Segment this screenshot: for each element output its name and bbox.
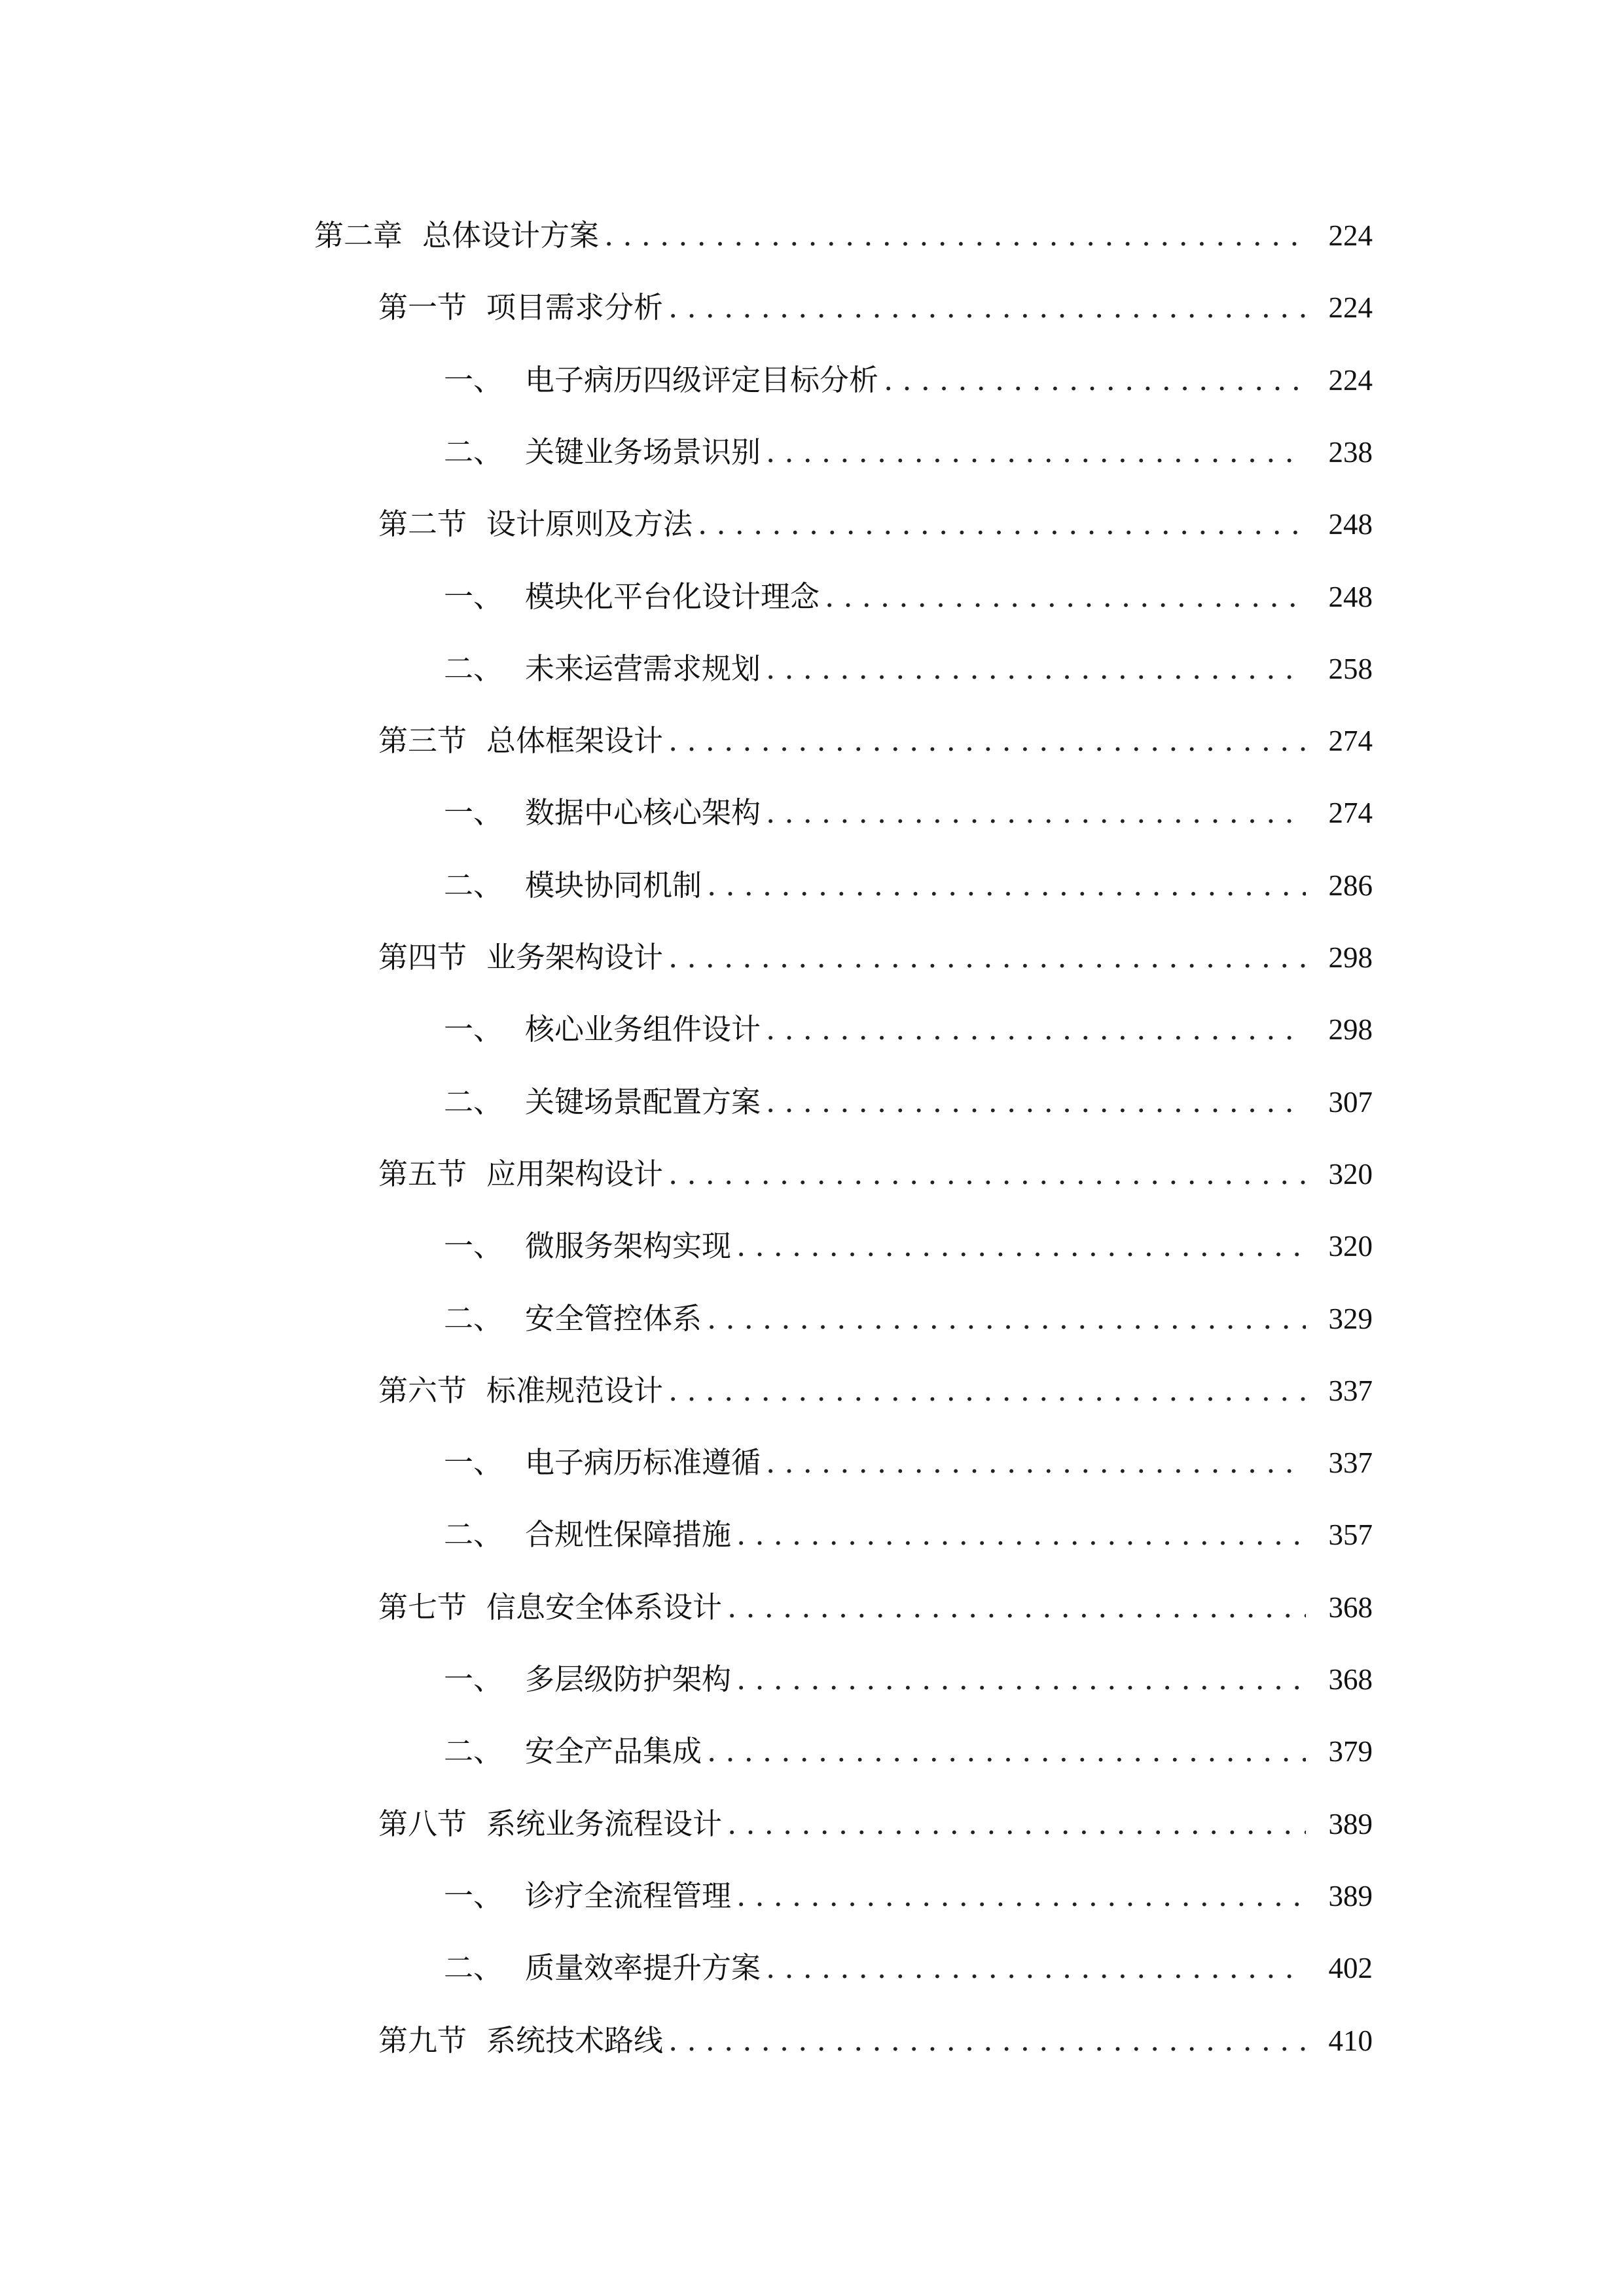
toc-entry-title: 设计原则及方法 [486, 507, 693, 541]
toc-entry-title: 微服务架构实现 [525, 1229, 732, 1263]
toc-section-entry[interactable] [378, 275, 1373, 327]
toc-entry-page-number: 389 [1328, 1880, 1373, 1912]
toc-entry-page-number: 248 [1328, 508, 1373, 541]
toc-entry-title: 安全管控体系 [525, 1301, 702, 1336]
toc-entry-number: 第六节 [378, 1373, 467, 1408]
toc-subsection-entry[interactable] [444, 997, 1373, 1049]
toc-entry-number: 一、 [444, 579, 503, 614]
toc-entry-number: 第二章 [314, 218, 403, 253]
toc-dot-leader [604, 216, 1306, 255]
toc-entry-number: 第四节 [378, 940, 467, 975]
toc-entry-number: 第五节 [378, 1157, 467, 1191]
toc-section-entry[interactable] [378, 492, 1373, 544]
toc-entry-number: 第九节 [378, 2023, 467, 2058]
toc-dot-leader [766, 1083, 1306, 1122]
toc-entry-page-number: 238 [1328, 436, 1373, 469]
toc-dot-leader [766, 1948, 1306, 1988]
toc-entry-page-number: 389 [1328, 1808, 1373, 1840]
toc-section-entry[interactable] [378, 1575, 1373, 1627]
toc-dot-leader [727, 1804, 1306, 1844]
toc-dot-leader [668, 1155, 1306, 1194]
toc-dot-leader [766, 1443, 1306, 1482]
toc-dot-leader [668, 938, 1306, 977]
toc-subsection-entry[interactable] [444, 780, 1373, 833]
toc-entry-title: 核心业务组件设计 [525, 1012, 761, 1047]
toc-section-entry[interactable] [378, 925, 1373, 977]
toc-entry-title: 模块化平台化设计理念 [525, 579, 820, 614]
toc-entry-number: 第八节 [378, 1806, 467, 1841]
toc-subsection-entry[interactable] [444, 1935, 1373, 1988]
toc-subsection-entry[interactable] [444, 348, 1373, 400]
toc-dot-leader [668, 288, 1306, 327]
toc-entry-page-number: 274 [1328, 725, 1373, 757]
toc-dot-leader [825, 577, 1306, 617]
toc-entry-title: 数据中心核心架构 [525, 795, 761, 830]
toc-dot-leader [668, 1371, 1306, 1410]
toc-entry-title: 系统技术路线 [486, 2023, 664, 2058]
toc-section-entry[interactable] [378, 1791, 1373, 1844]
toc-entry-title: 质量效率提升方案 [525, 1950, 761, 1985]
toc-entry-number: 第一节 [378, 290, 467, 325]
toc-entry-page-number: 286 [1328, 869, 1373, 902]
toc-dot-leader [736, 1660, 1306, 1699]
toc-dot-leader [766, 793, 1306, 833]
toc-entry-page-number: 274 [1328, 797, 1373, 829]
toc-subsection-entry[interactable] [444, 1719, 1373, 1771]
toc-subsection-entry[interactable] [444, 1286, 1373, 1338]
toc-entry-page-number: 224 [1328, 364, 1373, 397]
toc-entry-page-number: 298 [1328, 941, 1373, 974]
toc-entry-title: 信息安全体系设计 [486, 1590, 723, 1624]
toc-entry-number: 二、 [444, 868, 503, 903]
toc-entry-page-number: 258 [1328, 653, 1373, 685]
toc-entry-page-number: 402 [1328, 1952, 1373, 1984]
toc-entry-number: 一、 [444, 1445, 503, 1480]
toc-entry-title: 关键场景配置方案 [525, 1085, 761, 1119]
toc-entry-page-number: 368 [1328, 1591, 1373, 1624]
toc-entry-number: 一、 [444, 795, 503, 830]
toc-section-entry[interactable] [378, 1358, 1373, 1410]
toc-entry-page-number: 320 [1328, 1158, 1373, 1191]
toc-entry-number: 一、 [444, 363, 503, 397]
toc-dot-leader [668, 2021, 1306, 2060]
toc-section-entry[interactable] [378, 708, 1373, 761]
toc-dot-leader [766, 1010, 1306, 1049]
toc-section-entry[interactable] [378, 2008, 1373, 2060]
toc-entry-title: 电子病历四级评定目标分析 [525, 363, 879, 397]
toc-entry-title: 业务架构设计 [486, 940, 664, 975]
toc-entry-number: 第三节 [378, 723, 467, 758]
toc-entry-number: 一、 [444, 1662, 503, 1696]
toc-entry-title: 多层级防护架构 [525, 1662, 732, 1696]
toc-entry-page-number: 224 [1328, 219, 1373, 252]
toc-subsection-entry[interactable] [444, 636, 1373, 689]
toc-entry-page-number: 337 [1328, 1374, 1373, 1407]
toc-entry-title: 诊疗全流程管理 [525, 1878, 732, 1913]
toc-subsection-entry[interactable] [444, 1502, 1373, 1554]
toc-entry-title: 应用架构设计 [486, 1157, 664, 1191]
toc-entry-title: 系统业务流程设计 [486, 1806, 723, 1841]
toc-entry-number: 二、 [444, 1950, 503, 1985]
toc-entry-title: 总体框架设计 [486, 723, 664, 758]
toc-dot-leader [698, 505, 1306, 544]
toc-entry-page-number: 224 [1328, 291, 1373, 324]
toc-subsection-entry[interactable] [444, 564, 1373, 617]
toc-entry-page-number: 307 [1328, 1086, 1373, 1119]
toc-entry-number: 二、 [444, 1085, 503, 1119]
toc-entry-number: 二、 [444, 1734, 503, 1768]
toc-entry-number: 二、 [444, 1517, 503, 1552]
toc-subsection-entry[interactable] [444, 1647, 1373, 1699]
toc-subsection-entry[interactable] [444, 1863, 1373, 1916]
toc-entry-title: 项目需求分析 [486, 290, 664, 325]
toc-dot-leader [707, 866, 1306, 905]
toc-subsection-entry[interactable] [444, 1069, 1373, 1122]
toc-subsection-entry[interactable] [444, 1213, 1373, 1266]
toc-entry-page-number: 337 [1328, 1446, 1373, 1479]
toc-entry-page-number: 379 [1328, 1735, 1373, 1768]
toc-entry-page-number: 248 [1328, 581, 1373, 613]
toc-subsection-entry[interactable] [444, 1430, 1373, 1482]
toc-entry-title: 标准规范设计 [486, 1373, 664, 1408]
toc-dot-leader [736, 1227, 1306, 1266]
toc-dot-leader [707, 1299, 1306, 1338]
toc-entry-title: 总体设计方案 [422, 218, 600, 253]
toc-entry-page-number: 368 [1328, 1663, 1373, 1696]
toc-dot-leader [884, 361, 1306, 400]
toc-entry-title: 关键业务场景识别 [525, 435, 761, 469]
toc-entry-number: 第二节 [378, 507, 467, 541]
toc-entry-title: 未来运营需求规划 [525, 651, 761, 686]
toc-dot-leader [766, 433, 1306, 472]
toc-dot-leader [766, 649, 1306, 689]
toc-dot-leader [727, 1588, 1306, 1627]
toc-entry-title: 合规性保障措施 [525, 1517, 732, 1552]
toc-entry-number: 二、 [444, 651, 503, 686]
toc-subsection-entry[interactable] [444, 853, 1373, 905]
toc-dot-leader [668, 721, 1306, 761]
toc-dot-leader [736, 1515, 1306, 1554]
toc-entry-number: 二、 [444, 435, 503, 469]
toc-entry-page-number: 410 [1328, 2024, 1373, 2057]
toc-entry-page-number: 357 [1328, 1518, 1373, 1551]
toc-dot-leader [707, 1732, 1306, 1771]
toc-entry-number: 一、 [444, 1012, 503, 1047]
toc-section-entry[interactable] [378, 1141, 1373, 1194]
toc-entry-number: 一、 [444, 1229, 503, 1263]
toc-entry-number: 二、 [444, 1301, 503, 1336]
toc-entry-title: 电子病历标准遵循 [525, 1445, 761, 1480]
toc-entry-number: 一、 [444, 1878, 503, 1913]
toc-entry-title: 模块协同机制 [525, 868, 702, 903]
toc-chapter-entry[interactable] [314, 203, 1373, 255]
toc-entry-page-number: 320 [1328, 1230, 1373, 1263]
toc-entry-title: 安全产品集成 [525, 1734, 702, 1768]
toc-entry-number: 第七节 [378, 1590, 467, 1624]
toc-entry-page-number: 298 [1328, 1013, 1373, 1046]
toc-entry-page-number: 329 [1328, 1302, 1373, 1335]
toc-dot-leader [736, 1876, 1306, 1916]
toc-subsection-entry[interactable] [444, 420, 1373, 472]
